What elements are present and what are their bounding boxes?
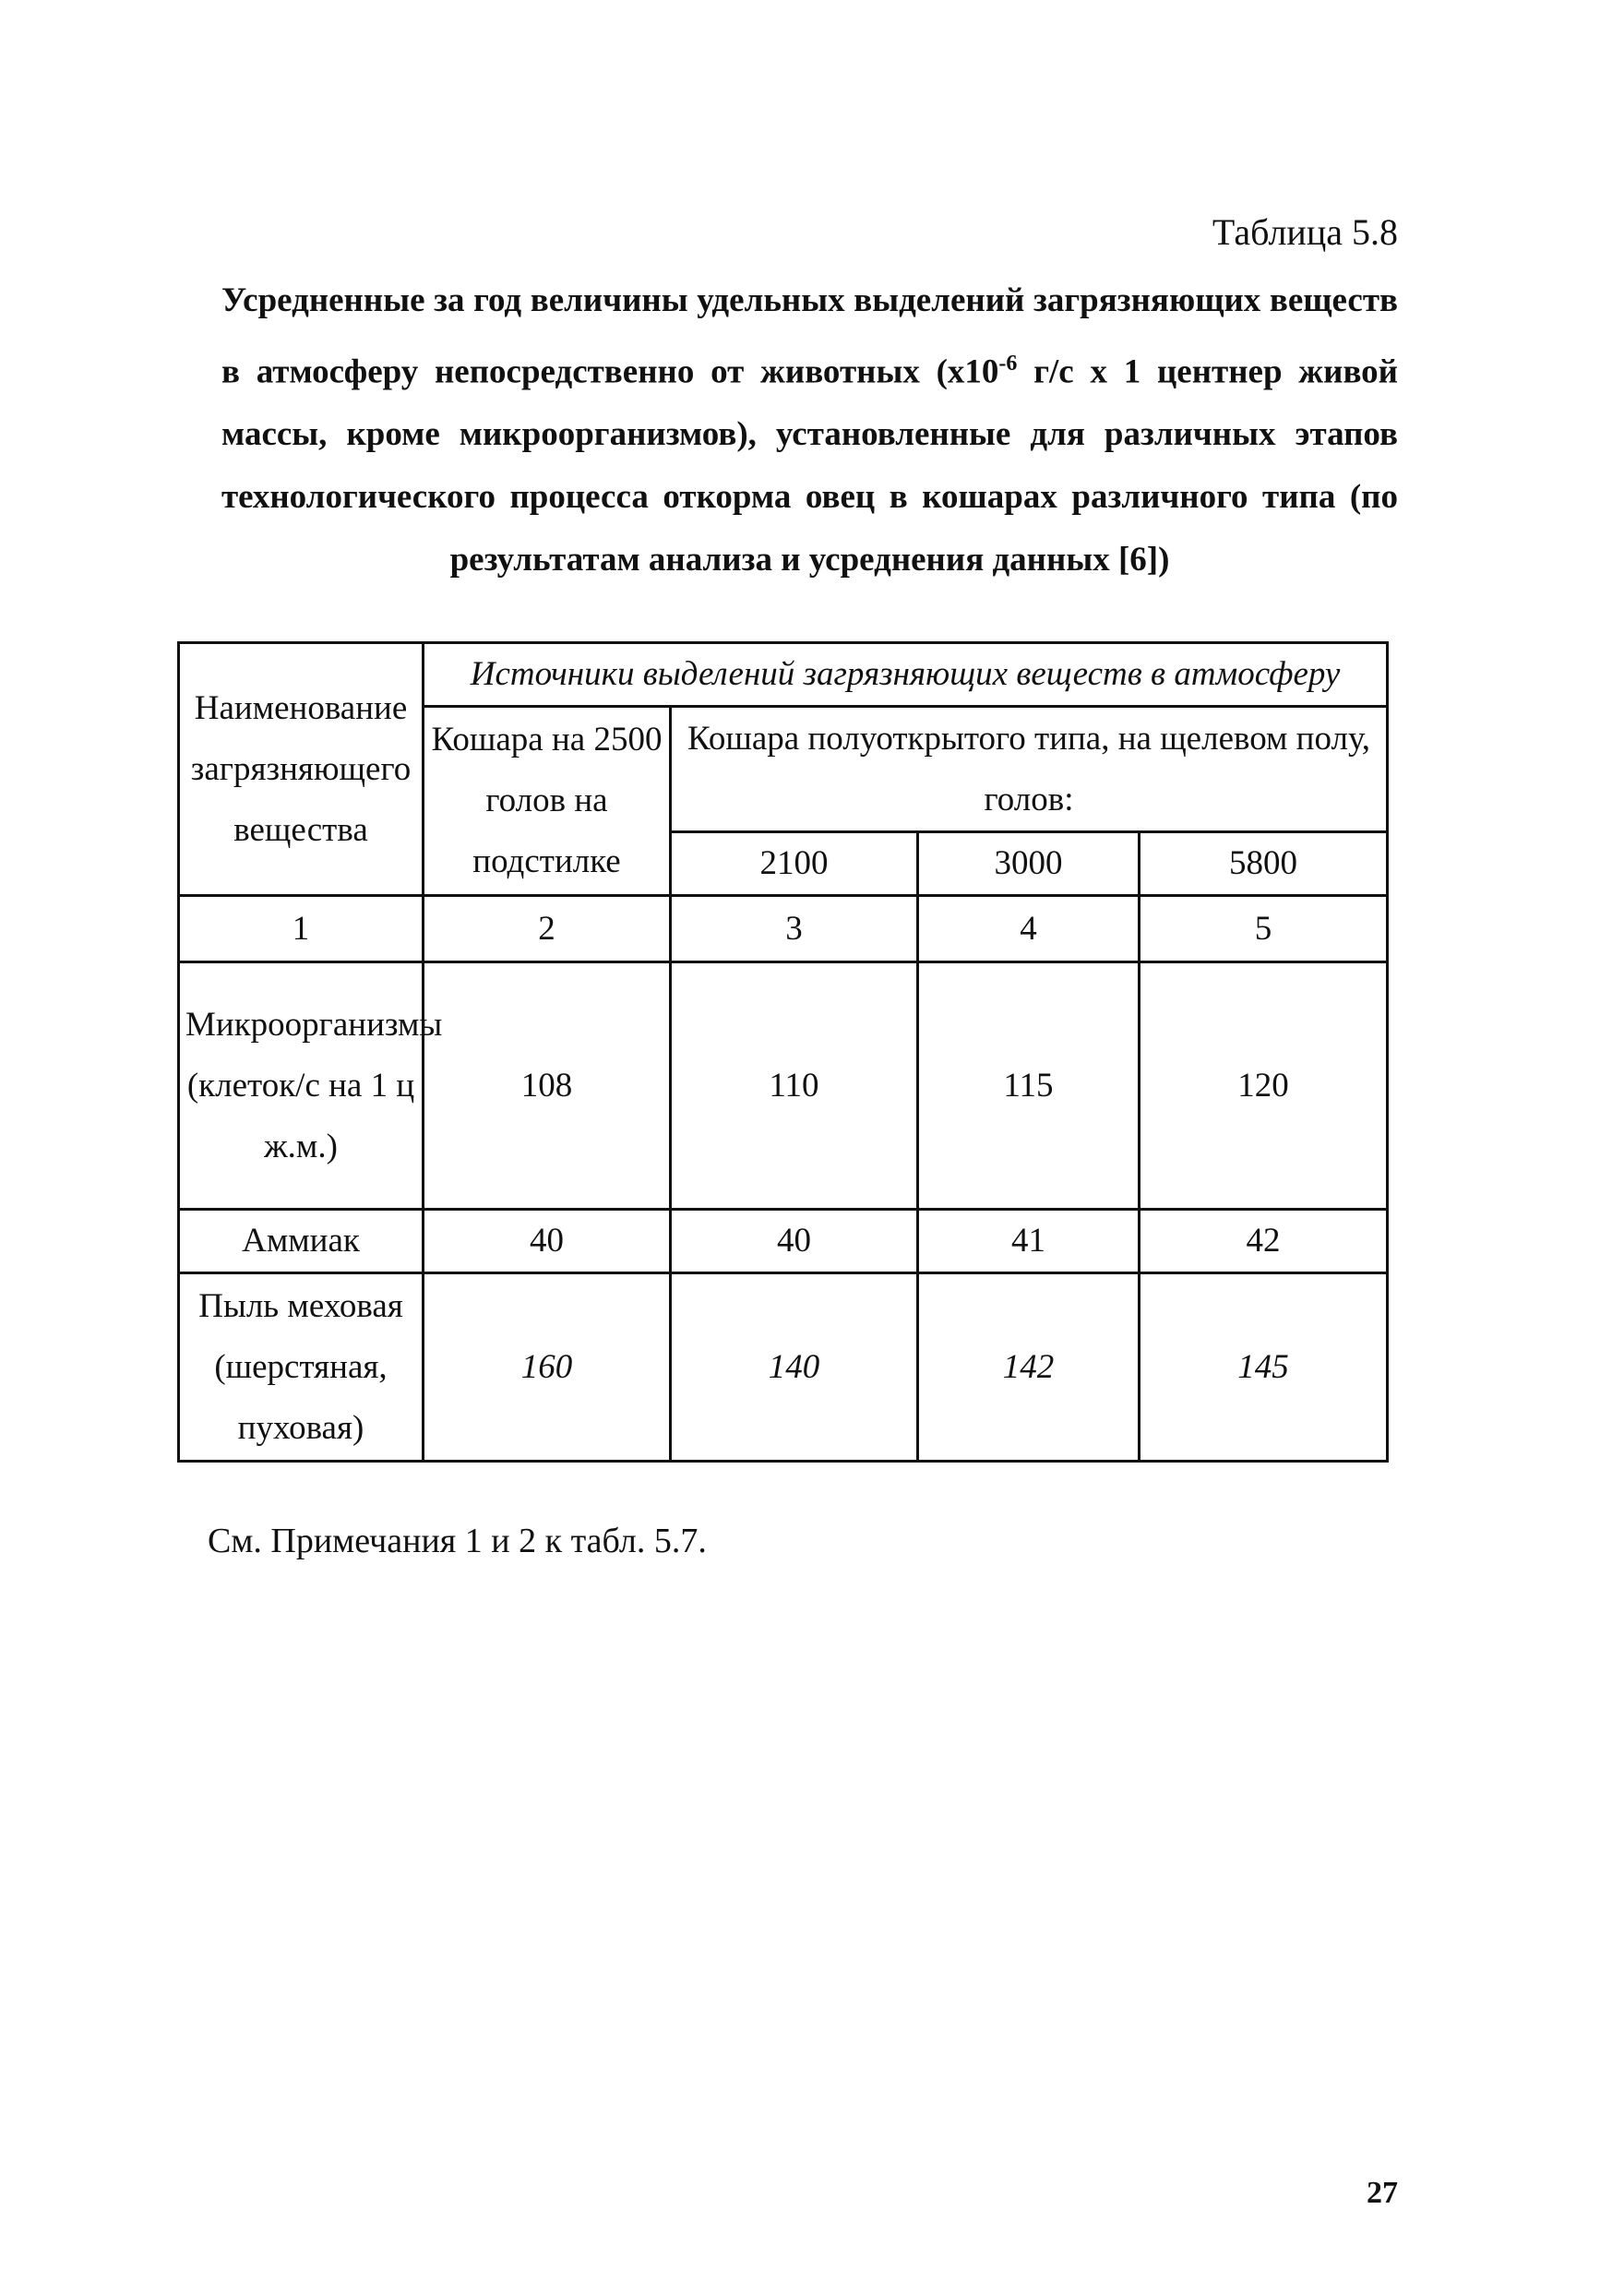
column-number-row xyxy=(179,896,1388,962)
row-name: Пыль меховая (шерстяная, пуховая) xyxy=(179,1273,424,1462)
cell-value: 142 xyxy=(918,1273,1140,1462)
table-note: См. Примечания 1 и 2 к табл. 5.7. xyxy=(208,1522,707,1560)
caption-text-start: Усредненные за год величины удельных выделений загрязняющих веществ в атмосферу непосредственно от животных (х10 xyxy=(221,281,1398,391)
column-number: 2 xyxy=(424,896,671,962)
page-number: 27 xyxy=(1367,2176,1398,2210)
caption-exponent: -6 xyxy=(998,352,1018,376)
table-label: Таблица 5.8 xyxy=(1212,211,1398,253)
emissions-table xyxy=(177,641,1389,1463)
cell-value: 41 xyxy=(918,1210,1140,1273)
table-caption xyxy=(221,269,1398,591)
header-heads-5800: 5800 xyxy=(1140,832,1388,896)
header-heads-2100: 2100 xyxy=(671,832,918,896)
cell-value: 42 xyxy=(1140,1210,1388,1273)
column-number: 1 xyxy=(179,896,424,962)
table-row xyxy=(179,1273,1388,1462)
cell-value: 40 xyxy=(671,1210,918,1273)
header-koshara-semi-open: Кошара полуоткрытого типа, на щелевом полу, голов: xyxy=(671,707,1388,832)
column-number: 4 xyxy=(918,896,1140,962)
cell-value: 40 xyxy=(424,1210,671,1273)
row-name: Микроорганизмы (клеток/с на 1 ц ж.м.) xyxy=(179,962,424,1210)
cell-value: 160 xyxy=(424,1273,671,1462)
cell-value: 120 xyxy=(1140,962,1388,1210)
cell-value: 145 xyxy=(1140,1273,1388,1462)
row-name: Аммиак xyxy=(179,1210,424,1273)
table-row xyxy=(179,1210,1388,1273)
table-row xyxy=(179,962,1388,1210)
header-sources: Источники выделений загрязняющих веществ в атмосферу xyxy=(424,643,1388,707)
caption-text-end: г/с х 1 центнер живой массы, кроме микроорганизмов), установленные для различных этапов технологического процесса откорма овец в кошарах различного типа (по результатам анализа и усреднения данных [6]) xyxy=(221,352,1398,579)
column-number: 3 xyxy=(671,896,918,962)
cell-value: 140 xyxy=(671,1273,918,1462)
cell-value: 110 xyxy=(671,962,918,1210)
cell-value: 115 xyxy=(918,962,1140,1210)
cell-value: 108 xyxy=(424,962,671,1210)
header-koshara-litter: Кошара на 2500 голов на подстилке xyxy=(424,707,671,896)
column-number: 5 xyxy=(1140,896,1388,962)
header-heads-3000: 3000 xyxy=(918,832,1140,896)
header-pollutant-name: Наименование загрязняющего вещества xyxy=(179,643,424,896)
